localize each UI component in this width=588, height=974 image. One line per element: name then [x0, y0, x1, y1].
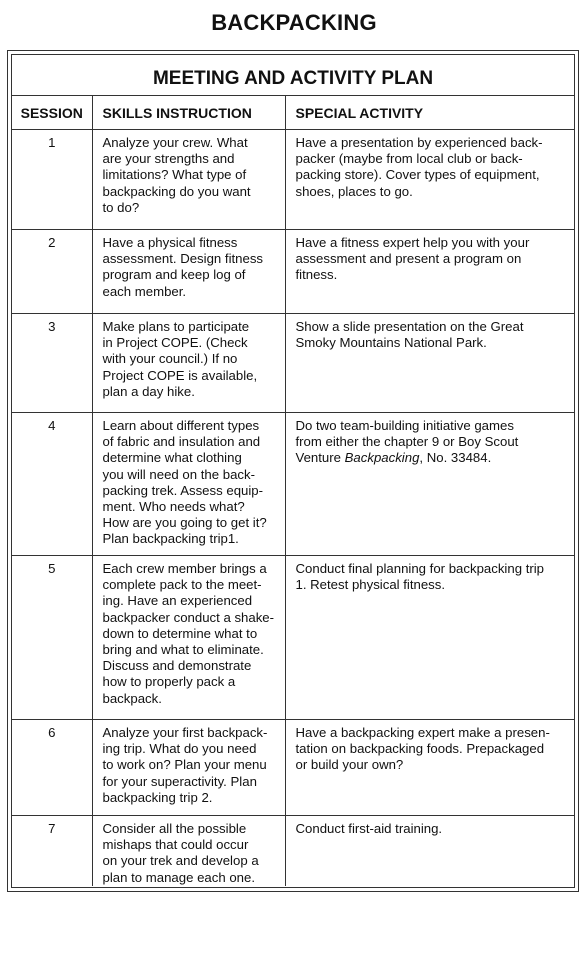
- plan-frame: [7, 50, 579, 892]
- special-activity: Show a slide presentation on the Great Smoky Mountains National Park.: [285, 314, 574, 413]
- plan-table: [12, 96, 574, 886]
- skills-instruction: Have a physical fitness assessment. Design fitness program and keep log of each member.: [92, 230, 285, 314]
- table-header-row: [12, 96, 574, 130]
- table-row: [12, 556, 574, 720]
- skills-instruction: Analyze your crew. What are your strengths and limitations? What type of backpacking do you want to do?: [92, 130, 285, 230]
- table-row: [12, 130, 574, 230]
- skills-instruction: Consider all the possible mishaps that could occur on your trek and develop a plan to manage each one.: [92, 816, 285, 886]
- special-activity: Have a presentation by experienced back- packer (maybe from local club or back- packing store). Cover types of equipment, shoes, places to go.: [285, 130, 574, 230]
- table-row: [12, 230, 574, 314]
- skills-instruction: Make plans to participate in Project COPE. (Check with your council.) If no Project COPE is available, plan a day hike.: [92, 314, 285, 413]
- skills-instruction: Analyze your first backpack- ing trip. What do you need to work on? Plan your menu for your superactivity. Plan backpacking trip 2.: [92, 720, 285, 816]
- session-number: 1: [12, 130, 92, 230]
- column-header-skills: SKILLS INSTRUCTION: [92, 96, 285, 130]
- skills-instruction: Each crew member brings a complete pack to the meet- ing. Have an experienced backpacker conduct a shake- down to determine what to bring and what to eliminate. Discuss and demonstrate how to properly pack a backpack.: [92, 556, 285, 720]
- plan-title: MEETING AND ACTIVITY PLAN: [12, 55, 574, 96]
- special-activity: Conduct first-aid training.: [295, 821, 443, 836]
- special-activity: Have a fitness expert help you with your assessment and present a program on fitness.: [285, 230, 574, 314]
- activity-text: Do two team-building initiative games from either the chapter 9 or Boy Scout Venture: [295, 418, 519, 466]
- publication-title: Backpacking: [344, 450, 420, 466]
- session-number: 4: [12, 413, 92, 556]
- activity-text: , No. 33484.: [419, 450, 492, 466]
- session-number: 3: [12, 314, 92, 413]
- special-activity: [285, 413, 574, 556]
- plan-inner-frame: [11, 54, 575, 888]
- special-activity: Have a backpacking expert make a presen- tation on backpacking foods. Prepackaged or build your own?: [285, 720, 574, 816]
- special-activity: Conduct final planning for backpacking trip 1. Retest physical fitness.: [285, 556, 574, 720]
- session-number: 6: [12, 720, 92, 816]
- session-number: 5: [12, 556, 92, 720]
- table-row: [12, 816, 574, 886]
- session-number: 7: [12, 816, 92, 886]
- column-header-activity: SPECIAL ACTIVITY: [285, 96, 574, 130]
- page-title: BACKPACKING: [211, 10, 377, 35]
- table-row: [12, 413, 574, 556]
- table-row: [12, 720, 574, 816]
- skills-instruction: Learn about different types of fabric and insulation and determine what clothing you will need on the back- packing trek. Assess equip- ment. Who needs what? How are you going to get it? Plan backpacking trip1.: [92, 413, 285, 556]
- column-header-session: SESSION: [12, 96, 92, 130]
- table-row: [12, 314, 574, 413]
- session-number: 2: [12, 230, 92, 314]
